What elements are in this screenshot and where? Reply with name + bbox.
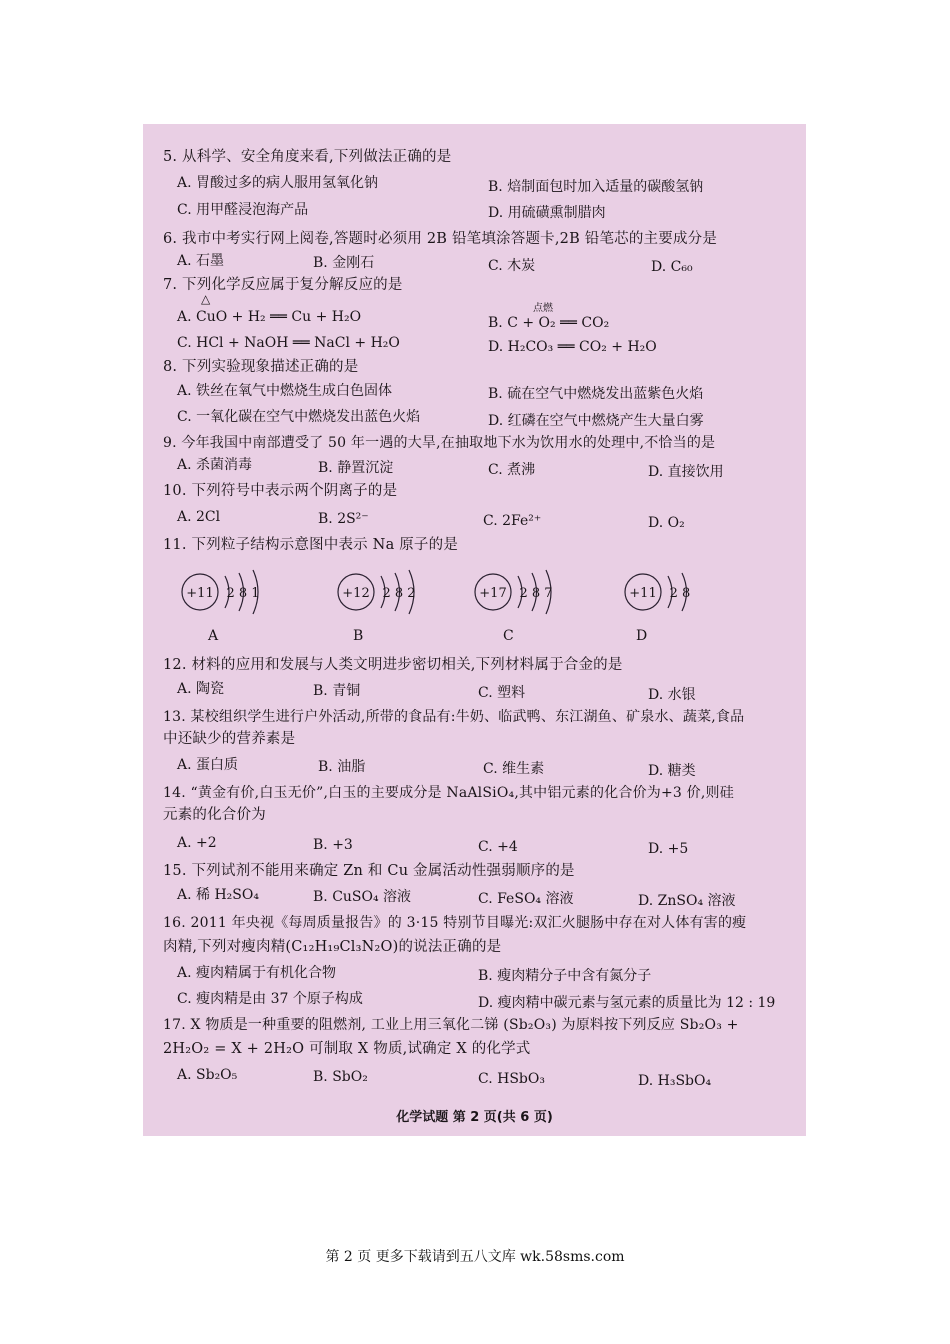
question-12-stem: 12. 材料的应用和发展与人类文明进步密切相关,下列材料属于合金的是 <box>163 657 623 673</box>
question-13-option-b: B. 油脂 <box>318 759 366 775</box>
question-6-option-d: D. C₆₀ <box>651 259 693 275</box>
question-16-option-b: B. 瘦肉精分子中含有氮分子 <box>478 968 652 984</box>
question-9-option-c: C. 煮沸 <box>488 462 536 478</box>
question-8-option-a: A. 铁丝在氧气中燃烧生成白色固体 <box>177 383 393 399</box>
atom-b-nucleus: +12 <box>342 586 370 601</box>
question-14-option-c: C. +4 <box>478 839 518 855</box>
question-14-option-a: A. +2 <box>177 835 217 851</box>
question-13-option-a: A. 蛋白质 <box>177 757 239 773</box>
question-17-stem: 17. X 物质是一种重要的阻燃剂, 工业上用三氧化二锑 (Sb₂O₃) 为原料按下列反应 Sb₂O₃ + <box>163 1017 739 1033</box>
question-7-option-b: B. C + O₂ ══ CO₂ <box>488 315 610 331</box>
question-16-option-a: A. 瘦肉精属于有机化合物 <box>177 965 337 981</box>
question-14-option-b: B. +3 <box>313 837 353 853</box>
question-17-stem-continued: 2H₂O₂ = X + 2H₂O 可制取 X 物质,试确定 X 的化学式 <box>163 1041 531 1057</box>
question-15-stem: 15. 下列试剂不能用来确定 Zn 和 Cu 金属活动性强弱顺序的是 <box>163 863 575 879</box>
question-8-stem: 8. 下列实验现象描述正确的是 <box>163 359 359 375</box>
question-10-option-c: C. 2Fe²⁺ <box>483 513 542 529</box>
question-12-option-d: D. 水银 <box>648 687 696 703</box>
atom-diagram-b <box>331 568 441 620</box>
question-6-stem: 6. 我市中考实行网上阅卷,答题时必须用 2B 铅笔填涂答题卡,2B 铅笔芯的主要成分是 <box>163 231 718 247</box>
question-7-stem: 7. 下列化学反应属于复分解反应的是 <box>163 277 403 293</box>
question-15-option-b: B. CuSO₄ 溶液 <box>313 889 412 905</box>
question-8-option-d: D. 红磷在空气中燃烧产生大量白雾 <box>488 413 704 429</box>
atom-label-b: B <box>353 628 364 644</box>
question-5-option-d: D. 用硫磺熏制腊肉 <box>488 205 606 221</box>
question-15-option-c: C. FeSO₄ 溶液 <box>478 891 574 907</box>
question-12-option-c: C. 塑料 <box>478 685 526 701</box>
question-6-option-b: B. 金刚石 <box>313 255 375 271</box>
question-9-option-b: B. 静置沉淀 <box>318 460 394 476</box>
question-7-option-d: D. H₂CO₃ ══ CO₂ + H₂O <box>488 339 657 355</box>
question-10-option-b: B. 2S²⁻ <box>318 511 369 527</box>
atom-b-shells: 2 8 2 <box>382 586 416 601</box>
question-6-option-c: C. 木炭 <box>488 258 536 274</box>
question-13-option-d: D. 糖类 <box>648 763 696 779</box>
atom-a-shells: 2 8 1 <box>226 586 260 601</box>
question-9-option-a: A. 杀菌消毒 <box>177 457 253 473</box>
atom-diagram-d <box>618 568 728 620</box>
question-13-stem: 13. 某校组织学生进行户外活动,所带的食品有:牛奶、临武鸭、东江湖鱼、矿泉水、蔬菜,食品 <box>163 709 745 725</box>
question-13-stem-continued: 中还缺少的营养素是 <box>163 731 296 747</box>
question-10-option-d: D. O₂ <box>648 515 685 531</box>
reaction-condition-ignite: 点燃 <box>533 303 553 314</box>
question-5-option-c: C. 用甲醛浸泡海产品 <box>177 202 309 218</box>
atom-d-nucleus: +11 <box>629 586 657 601</box>
atom-c-nucleus: +17 <box>479 586 507 601</box>
question-12-option-b: B. 青铜 <box>313 683 361 699</box>
question-15-option-a: A. 稀 H₂SO₄ <box>177 887 259 903</box>
question-5-option-b: B. 焙制面包时加入适量的碳酸氢钠 <box>488 179 704 195</box>
atom-c-shells: 2 8 7 <box>519 586 553 601</box>
atom-label-c: C <box>503 628 514 644</box>
reaction-condition-heat: △ <box>201 292 211 306</box>
atom-label-d: D <box>636 628 648 644</box>
question-10-stem: 10. 下列符号中表示两个阴离子的是 <box>163 483 398 499</box>
question-17-option-b: B. SbO₂ <box>313 1069 368 1085</box>
question-13-option-c: C. 维生素 <box>483 761 545 777</box>
question-10-option-a: A. 2Cl <box>177 509 221 525</box>
atom-label-a: A <box>208 628 219 644</box>
atom-diagram-c <box>468 568 578 620</box>
question-15-option-d: D. ZnSO₄ 溶液 <box>638 893 736 909</box>
question-6-option-a: A. 石墨 <box>177 253 225 269</box>
question-9-option-d: D. 直接饮用 <box>648 464 724 480</box>
question-9-stem: 9. 今年我国中南部遭受了 50 年一遇的大旱,在抽取地下水为饮用水的处理中,不恰当的是 <box>163 435 716 451</box>
question-16-option-c: C. 瘦肉精是由 37 个原子构成 <box>177 991 363 1007</box>
question-17-option-c: C. HSbO₃ <box>478 1071 545 1087</box>
question-7-option-a: A. CuO + H₂ ══ Cu + H₂O <box>177 309 362 325</box>
question-5-stem: 5. 从科学、安全角度来看,下列做法正确的是 <box>163 149 452 165</box>
question-16-option-d: D. 瘦肉精中碳元素与氢元素的质量比为 12 : 19 <box>478 995 776 1011</box>
question-16-stem: 16. 2011 年央视《每周质量报告》的 3·15 特别节目曝光:双汇火腿肠中存在对人体有害的瘦 <box>163 915 747 931</box>
atom-d-shells: 2 8 <box>669 586 691 601</box>
question-8-option-b: B. 硫在空气中燃烧发出蓝紫色火焰 <box>488 386 704 402</box>
question-14-stem: 14. “黄金有价,白玉无价”,白玉的主要成分是 NaAlSiO₄,其中铝元素的化合价为+3 价,则硅 <box>163 785 734 801</box>
scanned-exam-page <box>143 124 806 1136</box>
question-16-stem-continued: 肉精,下列对瘦肉精(C₁₂H₁₉Cl₃N₂O)的说法正确的是 <box>163 939 502 955</box>
question-11-stem: 11. 下列粒子结构示意图中表示 Na 原子的是 <box>163 537 459 553</box>
question-14-stem-continued: 元素的化合价为 <box>163 807 266 823</box>
question-7-option-c: C. HCl + NaOH ══ NaCl + H₂O <box>177 335 400 351</box>
atom-diagram-a <box>175 568 285 620</box>
download-page-footer: 第 2 页 更多下载请到五八文库 wk.58sms.com <box>325 1249 625 1265</box>
question-14-option-d: D. +5 <box>648 841 689 857</box>
question-12-option-a: A. 陶瓷 <box>177 681 225 697</box>
question-17-option-d: D. H₃SbO₄ <box>638 1073 712 1089</box>
atom-a-nucleus: +11 <box>186 586 214 601</box>
exam-page-footer: 化学试题 第 2 页(共 6 页) <box>396 1110 553 1125</box>
question-8-option-c: C. 一氧化碳在空气中燃烧发出蓝色火焰 <box>177 409 421 425</box>
question-17-option-a: A. Sb₂O₅ <box>177 1067 238 1083</box>
question-5-option-a: A. 胃酸过多的病人服用氢氧化钠 <box>177 175 379 191</box>
